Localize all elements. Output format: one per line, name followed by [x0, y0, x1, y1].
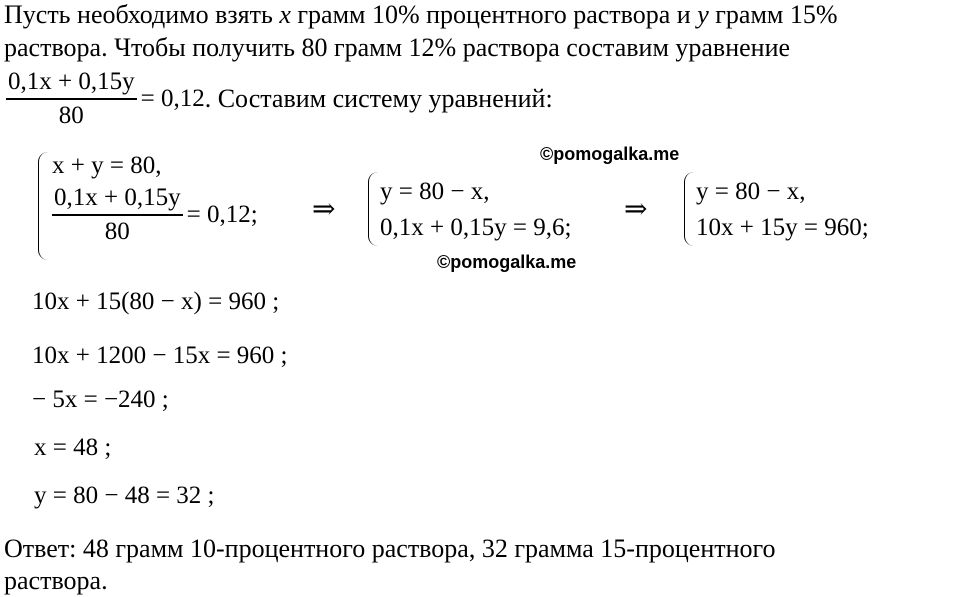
intro-text-a: Пусть необходимо взять — [4, 0, 280, 29]
answer-line-1: Ответ: 48 грамм 10-процентного раствора, 32 грамма 15-процентного — [4, 534, 776, 563]
solution-step: 10x + 1200 − 15x = 960 ; — [32, 342, 288, 369]
fraction-rhs: = 0,12; — [186, 200, 258, 228]
intro-line-1 — [4, 0, 838, 30]
system-1-fraction — [52, 184, 183, 246]
system-1 — [52, 152, 258, 246]
implies-arrow: ⇒ — [312, 194, 336, 225]
variable-y: y — [697, 0, 709, 29]
system-3 — [696, 174, 869, 246]
solution-step: y = 80 − 48 = 32 ; — [34, 482, 215, 509]
intro-line-2: раствора. Чтобы получить 80 грамм 12% раствора составим уравнение — [4, 33, 791, 62]
intro-fraction — [6, 68, 137, 130]
system-brace — [38, 152, 49, 260]
system-1-row-2 — [52, 184, 258, 246]
implies-arrow: ⇒ — [624, 194, 648, 225]
solution-step: 10x + 15(80 − x) = 960 ; — [32, 288, 280, 315]
system-brace — [368, 172, 378, 246]
fraction-numerator: 0,1x + 0,15y — [54, 184, 181, 211]
solution-step: − 5x = −240 ; — [32, 386, 169, 413]
variable-x: x — [279, 0, 291, 29]
watermark: ©pomogalka.me — [540, 144, 680, 164]
system-3-row-1: y = 80 − x, — [696, 178, 806, 205]
system-2 — [380, 174, 571, 246]
system-2-row-2: 0,1x + 0,15y = 9,6; — [380, 214, 572, 241]
fraction-rhs: = 0,12 — [140, 84, 205, 112]
intro-text-c: грамм 15% — [708, 0, 838, 29]
watermark: ©pomogalka.me — [437, 252, 577, 272]
fraction-denominator: 80 — [104, 217, 130, 245]
intro-equation-line — [6, 68, 553, 130]
fraction-numerator: 0,1x + 0,15y — [8, 68, 135, 95]
system-brace — [684, 172, 694, 246]
fraction-denominator: 80 — [58, 101, 84, 129]
intro-tail-text: . Составим систему уравнений: — [204, 83, 553, 113]
system-1-row-1: x + y = 80, — [52, 152, 162, 179]
answer-line-2: раствора. — [4, 566, 108, 595]
solution-step: x = 48 ; — [34, 434, 112, 461]
intro-text-b: грамм 10% процентного раствора и — [290, 0, 698, 29]
system-2-row-1: y = 80 − x, — [380, 178, 490, 205]
system-3-row-2: 10x + 15y = 960; — [696, 214, 869, 241]
